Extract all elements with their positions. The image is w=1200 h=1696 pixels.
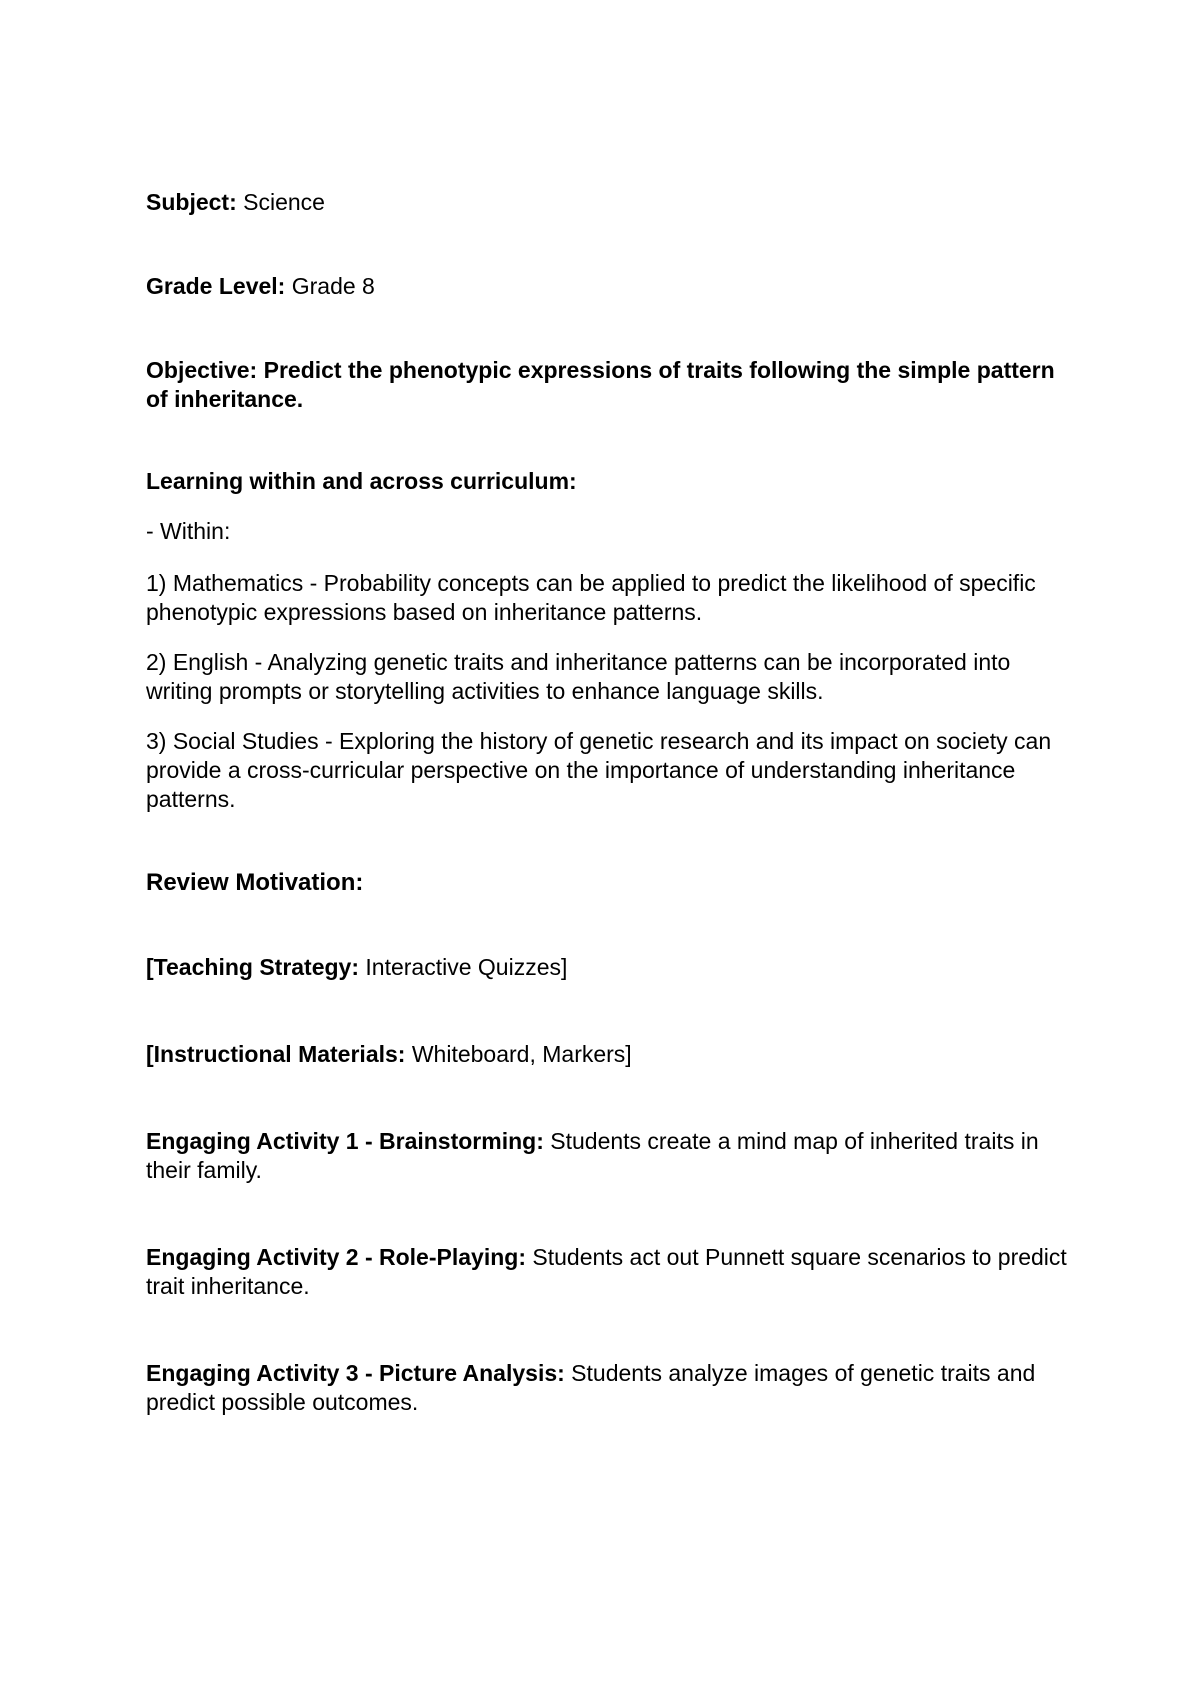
instructional-materials-value: Whiteboard, Markers] [405,1041,632,1067]
teaching-strategy-open-bracket: [ [146,954,154,980]
objective-value: Predict the phenotypic expressions of traits following the simple pattern of inheritance. [146,357,1055,412]
review-motivation-heading: Review Motivation: [146,869,364,896]
grade-level-value: Grade 8 [285,273,375,299]
objective-label: Objective: [146,357,258,383]
subject-value: Science [236,189,325,215]
instructional-materials-line [146,1040,1076,1069]
within-label: - Within: [146,518,231,544]
engaging-activity-1-text: Students create a mind map of inherited traits in their family. [146,1128,1039,1183]
engaging-activity-1 [146,1127,1076,1185]
learning-item-3: 3) Social Studies - Exploring the history of genetic research and its impact on society can provide a cross-curricular perspective on the importance of understanding inheritance patterns. [146,728,1052,812]
grade-level-label: Grade Level: [146,273,286,299]
objective-line [146,356,1076,414]
learning-heading: Learning within and across curriculum: [146,468,577,494]
teaching-strategy-line [146,953,1076,982]
engaging-activity-2-label: Engaging Activity 2 - Role-Playing: [146,1244,526,1270]
engaging-activity-3 [146,1359,1076,1417]
teaching-strategy-value: Interactive Quizzes] [359,954,568,980]
subject-line [146,188,1076,217]
instructional-materials-label: Instructional Materials: [153,1041,406,1067]
grade-level-line [146,272,1076,301]
engaging-activity-2 [146,1243,1076,1301]
engaging-activity-1-label: Engaging Activity 1 - Brainstorming: [146,1128,544,1154]
engaging-activity-3-label: Engaging Activity 3 - Picture Analysis: [146,1360,565,1386]
teaching-strategy-label: Teaching Strategy: [153,954,360,980]
engaging-activity-3-text: Students analyze images of genetic traits and predict possible outcomes. [146,1360,1036,1415]
learning-item-1: 1) Mathematics - Probability concepts can be applied to predict the likelihood of specific phenotypic expressions based on inheritance patterns. [146,570,1036,625]
engaging-activity-2-text: Students act out Punnett square scenarios to predict trait inheritance. [146,1244,1067,1299]
instructional-materials-open-bracket: [ [146,1041,154,1067]
document-content [146,188,1076,1417]
learning-item-2: 2) English - Analyzing genetic traits and inheritance patterns can be incorporated into writing prompts or storytelling activities to enhance language skills. [146,649,1011,704]
subject-label: Subject: [146,189,237,215]
